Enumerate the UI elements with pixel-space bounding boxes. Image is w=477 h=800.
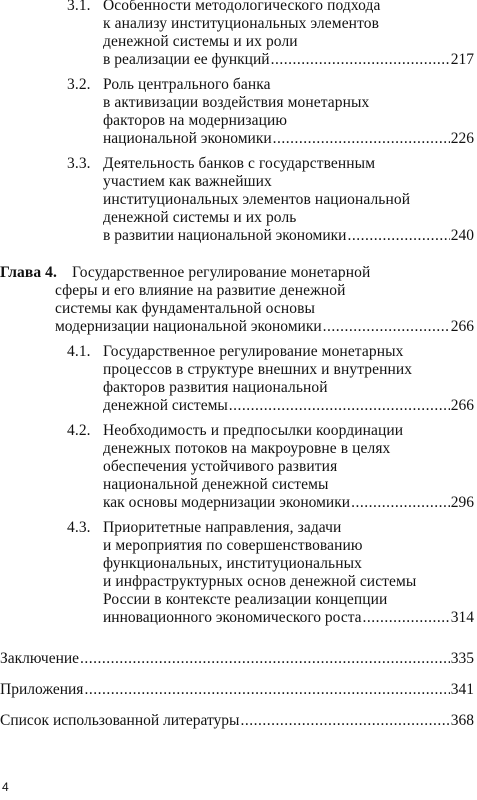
toc-entry-line: Роль центрального банка bbox=[103, 76, 271, 93]
toc-entry-line: Приоритетные направления, задачи bbox=[103, 519, 342, 536]
toc-entry-last-line: в реализации ее функций bbox=[103, 51, 270, 68]
dot-leader bbox=[351, 494, 450, 512]
dot-leader bbox=[80, 650, 450, 668]
page-ref: 335 bbox=[450, 650, 474, 667]
toc-entry-line: России в контексте реализации концепции bbox=[103, 591, 388, 608]
toc-entry-line: денежной системы и их роль bbox=[103, 209, 297, 226]
toc-entry-last-line: денежной системы bbox=[103, 397, 228, 414]
section-number: 4.2. bbox=[67, 422, 91, 439]
toc-entry-line: факторов на модернизацию bbox=[103, 112, 288, 129]
dot-leader bbox=[240, 712, 449, 730]
page-ref: 296 bbox=[450, 494, 474, 511]
toc-entry-line: обеспечения устойчивого развития bbox=[103, 458, 338, 475]
section-number: 3.2. bbox=[67, 76, 91, 93]
dot-leader bbox=[229, 397, 450, 415]
toc-entry-line: Особенности методологического подхода bbox=[103, 0, 381, 14]
toc-entry-last-line: инновационного экономического роста bbox=[103, 609, 362, 626]
toc-entry-line: к анализу институциональных элементов bbox=[103, 15, 380, 32]
toc-entry-title: Список использованной литературы bbox=[0, 712, 240, 729]
toc-entry-line: и мероприятия по совершенствованию bbox=[103, 537, 363, 554]
section-number: 3.3. bbox=[67, 155, 91, 172]
toc-entry-line: системы как фундаментальной основы bbox=[55, 300, 316, 317]
dot-leader bbox=[84, 681, 449, 699]
toc-entry-line: Деятельность банков с государственным bbox=[103, 155, 376, 172]
section-number: 3.1. bbox=[67, 0, 91, 14]
toc-entry-title: Заключение bbox=[0, 650, 80, 667]
toc-entry-line: Государственное регулирование монетарных bbox=[103, 343, 404, 360]
toc-entry-line: институциональных элементов национальной bbox=[103, 191, 411, 208]
toc-entry-line: денежных потоков на макроуровне в целях bbox=[103, 440, 391, 457]
toc-entry-line: функциональных, институциональных bbox=[103, 555, 362, 572]
chapter-label: Глава 4. bbox=[0, 264, 57, 281]
toc-entry-line: Государственное регулирование монетарной bbox=[72, 264, 371, 281]
toc-entry-line: денежной системы и их роли bbox=[103, 33, 298, 50]
toc-leader-line bbox=[103, 609, 474, 627]
page-ref: 266 bbox=[450, 318, 474, 335]
toc-leader-line bbox=[103, 397, 474, 415]
toc-entry-line: в активизации воздействия монетарных bbox=[103, 94, 370, 111]
section-number: 4.3. bbox=[67, 519, 91, 536]
toc-entry-line: сферы и его влияние на развитие денежной bbox=[55, 282, 346, 299]
section-number: 4.1. bbox=[67, 343, 91, 360]
dot-leader bbox=[273, 130, 450, 148]
toc-leader-line bbox=[103, 51, 474, 69]
toc-leader-line bbox=[55, 318, 474, 336]
toc-entry-line: национальной денежной системы bbox=[103, 476, 329, 493]
toc-entry-line: факторов развития национальной bbox=[103, 379, 328, 396]
toc-entry-conclusion bbox=[0, 650, 474, 668]
page-number: 4 bbox=[2, 780, 9, 794]
toc-entry-last-line: национальной экономики bbox=[103, 130, 272, 147]
toc-entry-appendices bbox=[0, 681, 474, 699]
toc-entry-title: Приложения bbox=[0, 681, 84, 698]
page-ref: 314 bbox=[450, 609, 474, 626]
dot-leader bbox=[271, 51, 450, 69]
toc-leader-line bbox=[103, 227, 474, 245]
toc-entry-last-line: модернизации национальной экономики bbox=[55, 318, 322, 335]
page-ref: 240 bbox=[450, 227, 474, 244]
toc-entry-last-line: в развитии национальной экономики bbox=[103, 227, 347, 244]
dot-leader bbox=[347, 227, 449, 245]
toc-entry-references bbox=[0, 712, 474, 730]
dot-leader bbox=[363, 609, 450, 627]
page-ref: 368 bbox=[450, 712, 474, 729]
page-ref: 266 bbox=[450, 397, 474, 414]
page-ref: 217 bbox=[450, 51, 474, 68]
toc-entry-last-line: как основы модернизации экономики bbox=[103, 494, 351, 511]
toc-leader-line bbox=[103, 494, 474, 512]
dot-leader bbox=[323, 318, 450, 336]
toc-entry-line: участием как важнейших bbox=[103, 173, 272, 190]
toc-entry-line: процессов в структуре внешних и внутренних bbox=[103, 361, 413, 378]
page-ref: 226 bbox=[450, 130, 474, 147]
toc-entry-line: и инфраструктурных основ денежной системы bbox=[103, 573, 417, 590]
toc-entry-line: Необходимость и предпосылки координации bbox=[103, 422, 404, 439]
toc-leader-line bbox=[103, 130, 474, 148]
page-ref: 341 bbox=[450, 681, 474, 698]
